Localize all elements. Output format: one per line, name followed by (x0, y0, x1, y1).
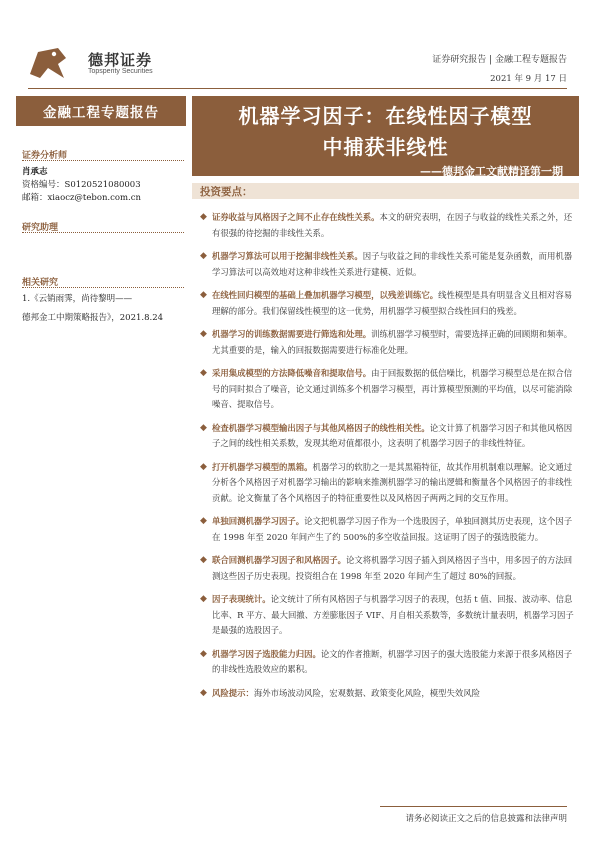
analyst-name: 肖承志 (22, 167, 48, 177)
risk-warning: ◆ 风险提示：海外市场波动风险，宏观数据、政策变化风险，模型失效风险 (200, 686, 577, 702)
invest-point: ◆ 检查机器学习模型输出因子与其他风格因子的线性相关性。论文计算了机器学习因子和其他风格因子之间的线性相关系数，发现其绝对值都很小，这表明了机器学习因子的非线性特征。 (200, 422, 573, 448)
bullet-icon: ◆ (200, 648, 207, 659)
report-title-line1: 机器学习因子：在线性因子模型 (238, 104, 533, 128)
analyst-heading: 证券分析师 (22, 151, 68, 161)
report-type-label: 金融工程专题报告 (43, 105, 159, 121)
analyst-email[interactable]: 邮箱：xiaocz@tebon.com.cn (22, 193, 141, 203)
report-title-line2: 中捕获非线性 (322, 135, 449, 159)
related-report-line2[interactable]: 德邦金工中期策略报告》，2021.8.24 (22, 313, 164, 323)
bullet-icon: ◆ (200, 516, 207, 526)
related-divider (22, 287, 184, 288)
analyst-cert: 资格编号：S0120521080003 (22, 180, 141, 190)
invest-point: ◆ 机器学习因子选股能力归因。论文的作者推断，机器学习因子的强大选股能力来源于很多风格因子的非线性选股效应的累积。 (200, 648, 573, 674)
invest-point: ◆ 采用集成模型的方法降低噪音和提取信号。由于回报数据的低信噪比，机器学习模型总是在拟合信号的同时拟合了噪音，论文通过训练多个机器学习模型，再计算模型预测的平均值，以尽可能消除噪音、提取信号。 (200, 368, 573, 409)
footer-divider (380, 806, 567, 807)
invest-point: ◆ 单独回测机器学习因子。论文把机器学习因子作为一个选股因子，单独回测其历史表现，这个因子在 1998 年至 2020 年间产生了约 500%的多空收益回报。这证明了因子的强选股能力。 (200, 516, 573, 542)
header-divider (28, 88, 567, 89)
related-report-line1[interactable]: 1.《云销雨霁，尚待黎明—— (22, 294, 133, 304)
invest-point: ◆ 机器学习的训练数据需要进行筛选和处理。训练机器学习模型时，需要选择正确的回顾期和频率。尤其重要的是，输入的回报数据需要进行标准化处理。 (200, 329, 573, 355)
invest-point: ◆ 联合回测机器学习因子和风格因子。论文将机器学习因子插入到风格因子当中，用多因子的方法回测这些因子历史表现。投资组合在 1998 年至 2020 年间产生了超过 80%的回报。 (200, 555, 573, 581)
assistant-divider (22, 232, 184, 233)
report-subtitle: ——德邦金工文献精译第一期 (420, 165, 563, 178)
report-category: 证券研究报告 | 金融工程专题报告 (432, 55, 567, 65)
invest-point: ◆ 机器学习算法可以用于挖掘非线性关系。因子与收益之间的非线性关系可能是复杂函数，而用机器学习算法可以高效地对这种非线性关系进行建模、近似。 (200, 251, 573, 277)
footer-disclaimer: 请务必阅读正文之后的信息披露和法律声明 (405, 814, 567, 824)
bullet-icon: ◆ (200, 290, 207, 300)
bullet-icon: ◆ (200, 687, 207, 698)
bullet-icon: ◆ (200, 594, 207, 604)
bullet-icon: ◆ (200, 329, 207, 339)
tebon-logo-icon (28, 44, 68, 82)
analyst-divider (22, 160, 184, 161)
bullet-icon: ◆ (200, 368, 207, 378)
bullet-icon: ◆ (200, 422, 207, 433)
invest-point: ◆ 因子表现统计。论文统计了所有风格因子与机器学习因子的表现，包括 t 值、回报、波动率、信息比率、R 平方、最大回撤、方差膨胀因子 VIF、月自相关系数等，多数统计量表明，机器学习因子是最强的选股因子。 (200, 594, 574, 635)
bullet-icon: ◆ (200, 461, 207, 472)
title-banner (192, 96, 579, 176)
bullet-icon: ◆ (200, 555, 207, 565)
related-heading: 相关研究 (22, 278, 59, 288)
invest-point: ◆ 打开机器学习模型的黑箱。机器学习的软肋之一是其黑箱特征，故其作用机制难以理解。论文通过分析各个风格因子对机器学习输出的影响来推测机器学习的输出逻辑和衡量各个风格因子的非线性贡献。论文衡量了各个风格因子的特征重要性以及风格因子两两之间的交互作用。 (200, 461, 573, 503)
brand-name: 德邦证券 (88, 51, 153, 69)
invest-point: ◆ 证券收益与风格因子之间不止存在线性关系。本文的研究表明，在因子与收益的线性关系之外，还有很强的待挖掘的非线性关系。 (200, 212, 573, 238)
invest-point: ◆ 在线性回归模型的基础上叠加机器学习模型，以残差训练它。线性模型是具有明显含义且相对容易理解的部分。我们保留线性模型的这一优势，用机器学习模型拟合线性回归的残差。 (200, 290, 573, 316)
invest-highlights-heading: 投资要点： (200, 186, 253, 198)
report-type-banner (16, 96, 186, 126)
assistant-heading: 研究助理 (22, 223, 59, 233)
invest-points (200, 210, 577, 701)
report-date: 2021 年 9 月 17 日 (490, 74, 567, 84)
bullet-icon: ◆ (200, 251, 207, 261)
brand-name-en: Topsperity Securities (88, 68, 153, 75)
bullet-icon: ◆ (200, 212, 207, 222)
